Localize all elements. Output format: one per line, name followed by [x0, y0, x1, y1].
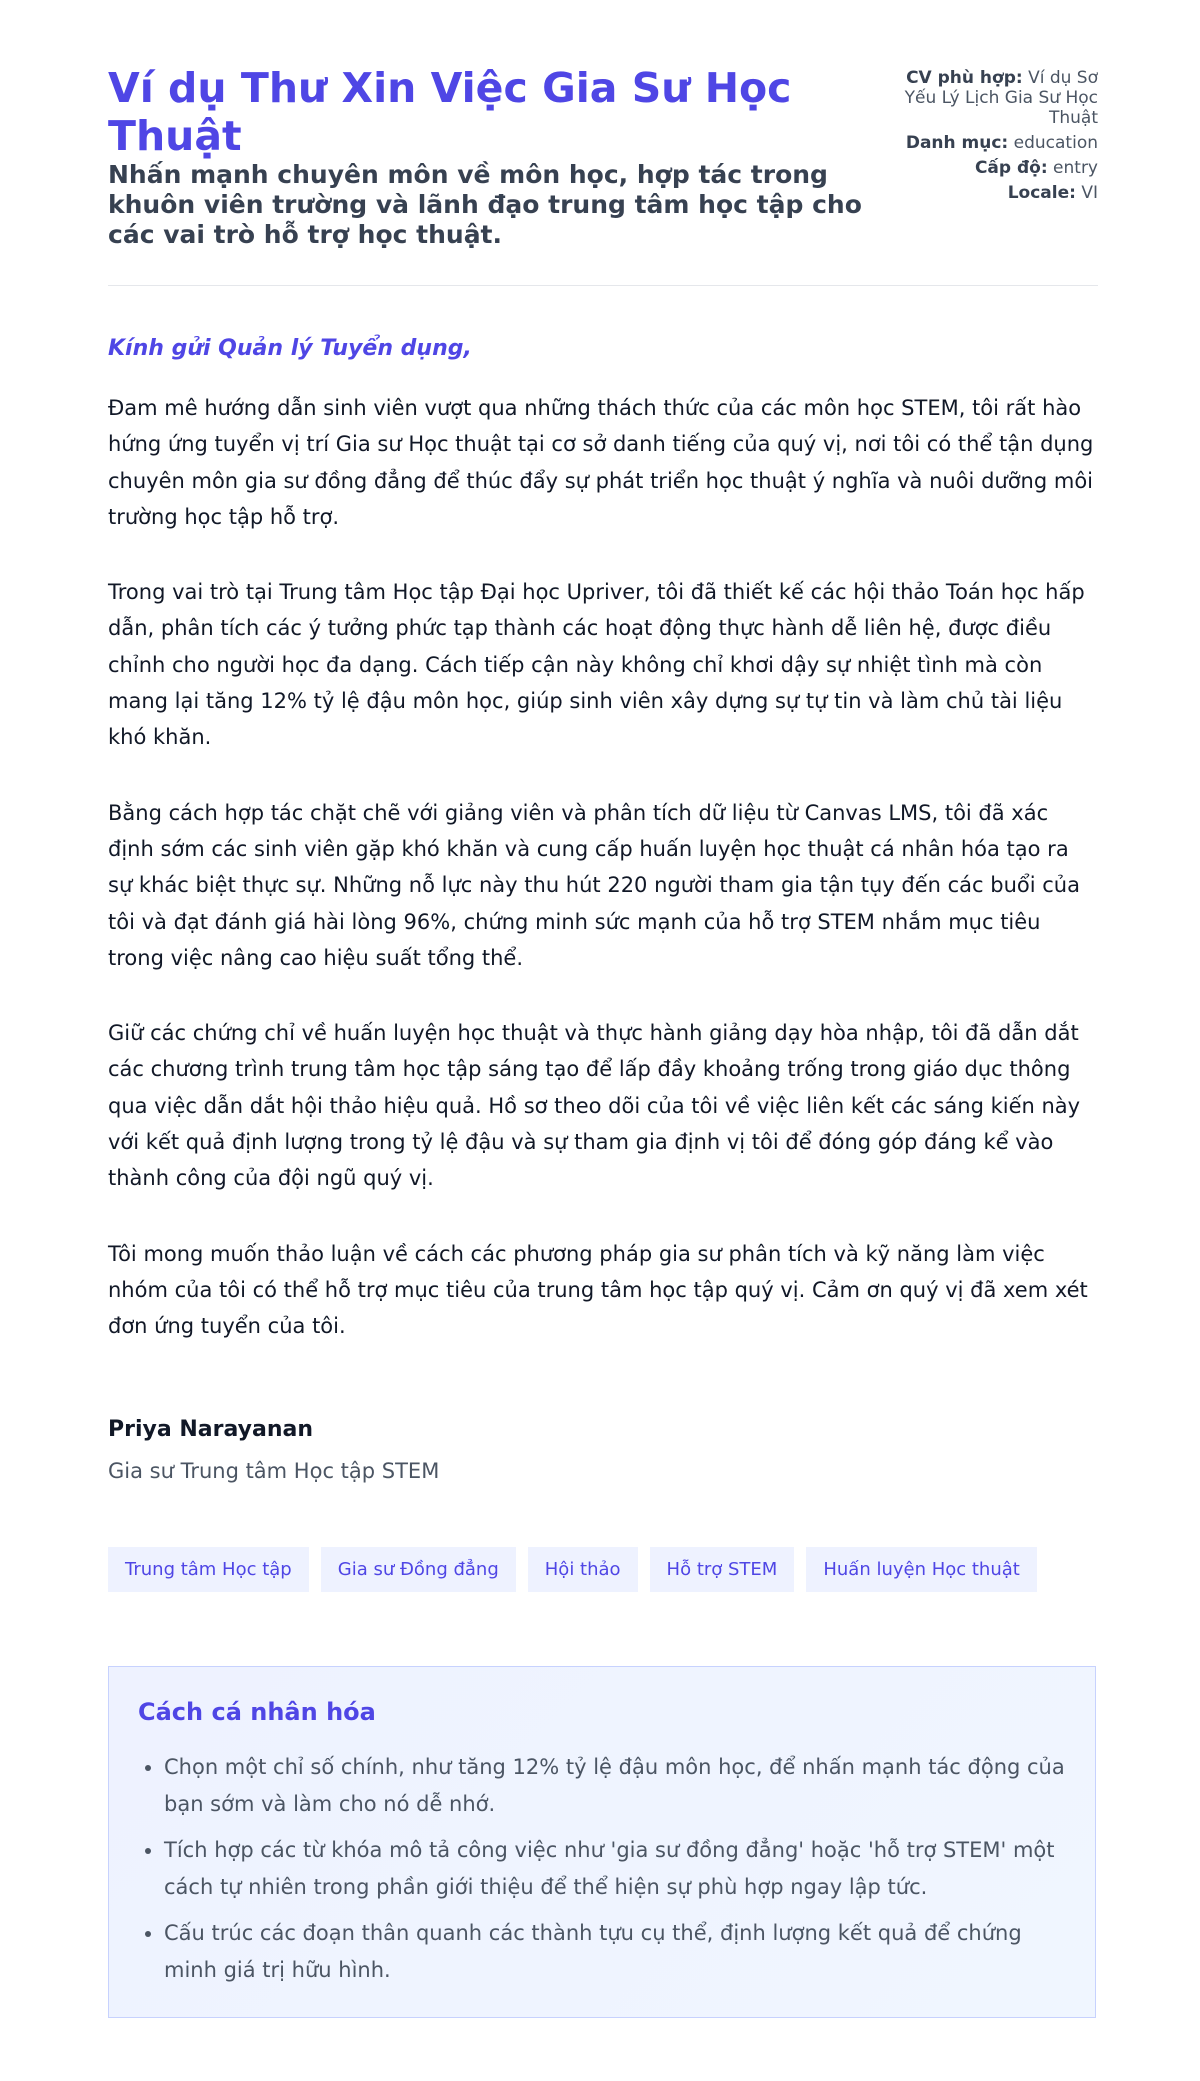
meta-level-label: Cấp độ: — [974, 158, 1048, 178]
meta-locale — [888, 183, 1098, 203]
tip-item: • Tích hợp các từ khóa mô tả công việc như 'gia sư đồng đẳng' hoặc 'hỗ trợ STEM' một cách tự nhiên trong phần giới thiệu để thể hiện sự phù hợp ngay lập tức. — [164, 1832, 1074, 1905]
tag-stem-support: Hỗ trợ STEM — [650, 1547, 795, 1592]
personalization-tips — [108, 1666, 1096, 2018]
meta-locale-label: Locale: — [1007, 183, 1076, 203]
meta-locale-value: VI — [1081, 183, 1098, 203]
letter-paragraph-5: Tôi mong muốn thảo luận về cách các phương pháp gia sư phân tích và kỹ năng làm việc nhóm của tôi có thể hỗ trợ mục tiêu của trung tâm học tập quý vị. Cảm ơn quý vị đã xem xét đơn ứng tuyển của tôi. — [108, 1241, 1088, 1339]
tag-peer-tutor: Gia sư Đồng đẳng — [321, 1547, 516, 1592]
tips-title: Cách cá nhân hóa — [138, 1698, 376, 1726]
meta-category — [888, 133, 1098, 153]
letter-body — [108, 390, 1098, 1384]
meta-level — [888, 158, 1098, 178]
signature-role: Gia sư Trung tâm Học tập STEM — [108, 1459, 440, 1483]
meta-cv-label: CV phù hợp: — [906, 68, 1023, 88]
tag-academic-coaching: Huấn luyện Học thuật — [806, 1547, 1037, 1592]
signature-name: Priya Narayanan — [108, 1417, 313, 1442]
meta-cv-value: Ví dụ Sơ Yếu Lý Lịch Gia Sư Học Thuật — [904, 68, 1098, 128]
tag-learning-center: Trung tâm Học tập — [108, 1547, 309, 1592]
meta-panel — [888, 68, 1098, 208]
letter-paragraph-3: Bằng cách hợp tác chặt chẽ với giảng viên và phân tích dữ liệu từ Canvas LMS, tôi đã xác định sớm các sinh viên gặp khó khăn và cung cấp huấn luyện học thuật cá nhân hóa tạo ra sự khác biệt thực sự. Những nỗ lực này thu hút 220 người tham gia tận tụy đến các buổi của tôi và đạt đánh giá hài lòng 96%, chứng minh sức mạnh của hỗ trợ STEM nhắm mục tiêu trong việc nâng cao hiệu suất tổng thể. — [108, 800, 1080, 970]
meta-cv — [888, 68, 1098, 128]
keyword-tags — [108, 1547, 1037, 1592]
page-title: Ví dụ Thư Xin Việc Gia Sư Học Thuật — [108, 64, 792, 160]
meta-category-value: education — [1013, 133, 1098, 153]
letter-paragraph-1: Đam mê hướng dẫn sinh viên vượt qua những thách thức của các môn học STEM, tôi rất hào hứng ứng tuyển vị trí Gia sư Học thuật tại cơ sở danh tiếng của quý vị, nơi tôi có thể tận dụng chuyên môn gia sư đồng đẳng để thúc đẩy sự phát triển học thuật ý nghĩa và nuôi dưỡng môi trường học tập hỗ trợ. — [108, 396, 1094, 529]
letter-salutation: Kính gửi Quản lý Tuyển dụng, — [108, 336, 472, 361]
header-divider — [108, 285, 1098, 286]
tip-item: • Chọn một chỉ số chính, như tăng 12% tỷ lệ đậu môn học, để nhấn mạnh tác động của bạn sớm và làm cho nó dễ nhớ. — [164, 1749, 1074, 1822]
letter-paragraph-4: Giữ các chứng chỉ về huấn luyện học thuật và thực hành giảng dạy hòa nhập, tôi đã dẫn dắt các chương trình trung tâm học tập sáng tạo để lấp đầy khoảng trống trong giáo dục thông qua việc dẫn dắt hội thảo hiệu quả. Hồ sơ theo dõi của tôi về việc liên kết các sáng kiến này với kết quả định lượng trong tỷ lệ đậu và sự tham gia định vị tôi để đóng góp đáng kể vào thành công của đội ngũ quý vị. — [108, 1021, 1081, 1191]
tips-list — [138, 1749, 1074, 1998]
meta-category-label: Danh mục: — [905, 133, 1009, 153]
meta-level-value: entry — [1053, 158, 1098, 178]
letter-paragraph-2: Trong vai trò tại Trung tâm Học tập Đại học Upriver, tôi đã thiết kế các hội thảo Toán học hấp dẫn, phân tích các ý tưởng phức tạp thành các hoạt động thực hành dễ liên hệ, được điều chỉnh cho người học đa dạng. Cách tiếp cận này không chỉ khơi dậy sự nhiệt tình mà còn mang lại tăng 12% tỷ lệ đậu môn học, giúp sinh viên xây dựng sự tự tin và làm chủ tài liệu khó khăn. — [108, 580, 1085, 750]
tip-item: • Cấu trúc các đoạn thân quanh các thành tựu cụ thể, định lượng kết quả để chứng minh giá trị hữu hình. — [164, 1915, 1074, 1988]
page-subtitle: Nhấn mạnh chuyên môn về môn học, hợp tác trong khuôn viên trường và lãnh đạo trung tâm học tập cho các vai trò hỗ trợ học thuật. — [108, 160, 862, 249]
tag-workshop: Hội thảo — [528, 1547, 638, 1592]
